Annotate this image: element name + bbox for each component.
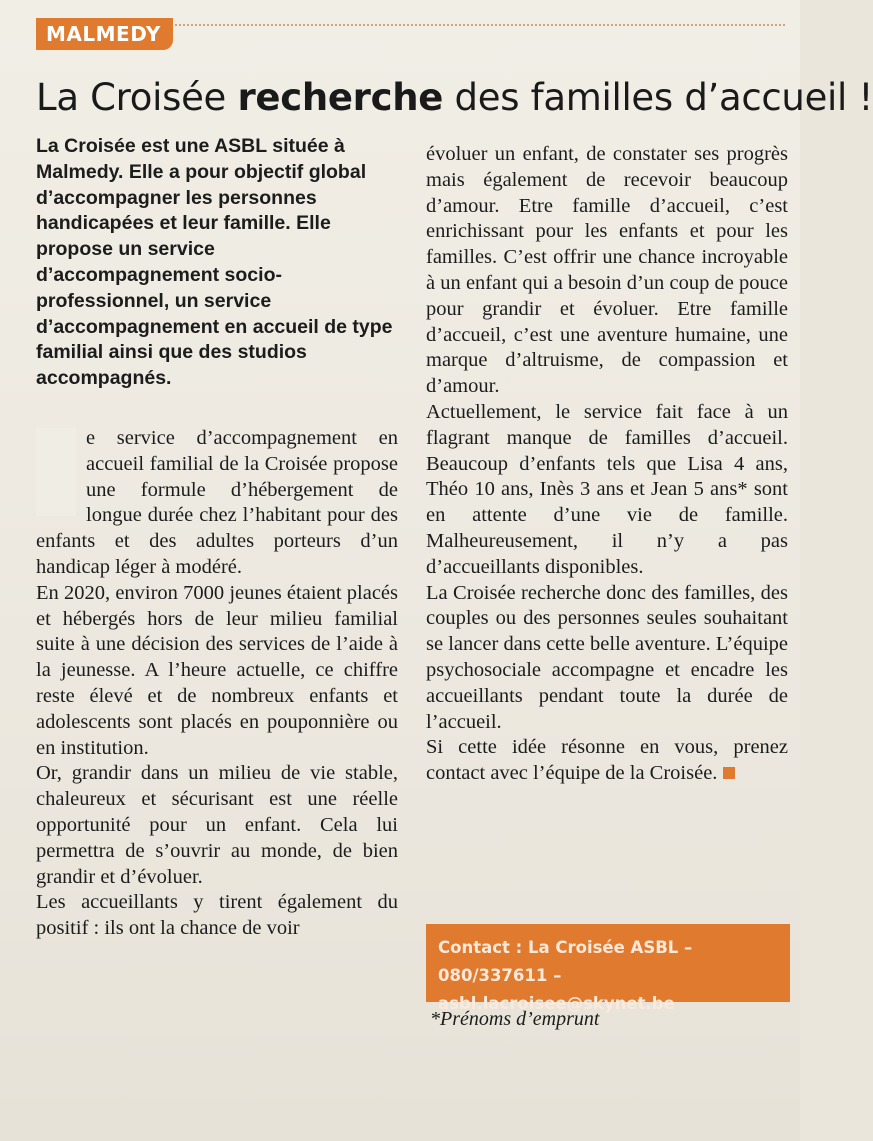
paragraph-1 (36, 426, 398, 581)
paragraph-4: Les accueillants y tirent également du positif : ils ont la chance de voir (36, 891, 398, 940)
dropcap-letter (36, 432, 76, 516)
paragraph-7: La Croisée recherche donc des familles, des couples ou des personnes seules souhaitant se lancer dans cette belle aventure. L’équipe psychosociale accompagne et encadre les accueillants pendant toute la durée de l’accueil. (426, 581, 788, 733)
paragraph-2: En 2020, environ 7000 jeunes étaient placés et hébergés hors de leur milieu familial suite à une décision des services de l’aide à la jeunesse. A l’heure actuelle, ce chiffre reste élevé et de nombreux enfants et adolescents sont placés en pouponnière ou en institution. (36, 581, 398, 759)
dropcap-text (36, 428, 76, 516)
paragraph-5: évoluer un enfant, de constater ses progrès mais également de recevoir beaucoup d’amour. Etre famille d’accueil, c’est enrichissant pour les enfants et pour les familles. C’est offrir une chance incroyable à un enfant qui a besoin d’un coup de pouce pour grandir et évoluer. Etre famille d’accueil, c’est une aventure humaine, une marque d’altruisme, de compassion et d’amour. (426, 143, 788, 398)
article-column-right (426, 142, 788, 787)
section-rule (175, 24, 785, 26)
headline-bold-word: recherche (237, 76, 444, 119)
end-of-article-mark (723, 767, 735, 779)
section-tag: MALMEDY (36, 18, 173, 50)
contact-box: Contact : La Croisée ASBL – 080/337611 – asbl.lacroisee@skynet.be (426, 924, 790, 1002)
paragraph-8-text: Si cette idée résonne en vous, prenez contact avec l’équipe de la Croisée. (426, 736, 788, 785)
footnote: *Prénoms d’emprunt (430, 1008, 600, 1030)
headline (36, 74, 873, 122)
paragraph-1-text: e service d’accompagnement en accueil familial de la Croisée propose une formule d’hébergement de longue durée chez l’habitant pour des enfants et des adultes porteurs d’un handicap léger à modéré. (36, 427, 398, 578)
article-column-left (36, 426, 398, 942)
paragraph-6: Actuellement, le service fait face à un flagrant manque de familles d’accueil. Beaucoup d’enfants tels que Lisa 4 ans, Théo 10 ans, Inès 3 ans et Jean 5 ans* sont en attente d’une vie de famille. Malheureusement, il n’y a pas d’accueillants disponibles. (426, 400, 788, 578)
lede-paragraph: La Croisée est une ASBL située à Malmedy. Elle a pour objectif global d’accompagner les personnes handicapées et leur famille. Elle propose un service d’accompagnement socio-professionnel, un service d’accompagnement en accueil de type familial ainsi que des studios accompagnés. (36, 135, 393, 390)
paragraph-8 (426, 735, 788, 787)
headline-part-2: des familles d’accueil ! (443, 76, 873, 119)
headline-part-1: La Croisée (36, 76, 238, 119)
paragraph-3: Or, grandir dans un milieu de vie stable, chaleureux et sécurisant est une réelle opportunité pour un enfant. Cela lui permettra de s’ouvrir au monde, de bien grandir et d’évoluer. (36, 762, 398, 888)
